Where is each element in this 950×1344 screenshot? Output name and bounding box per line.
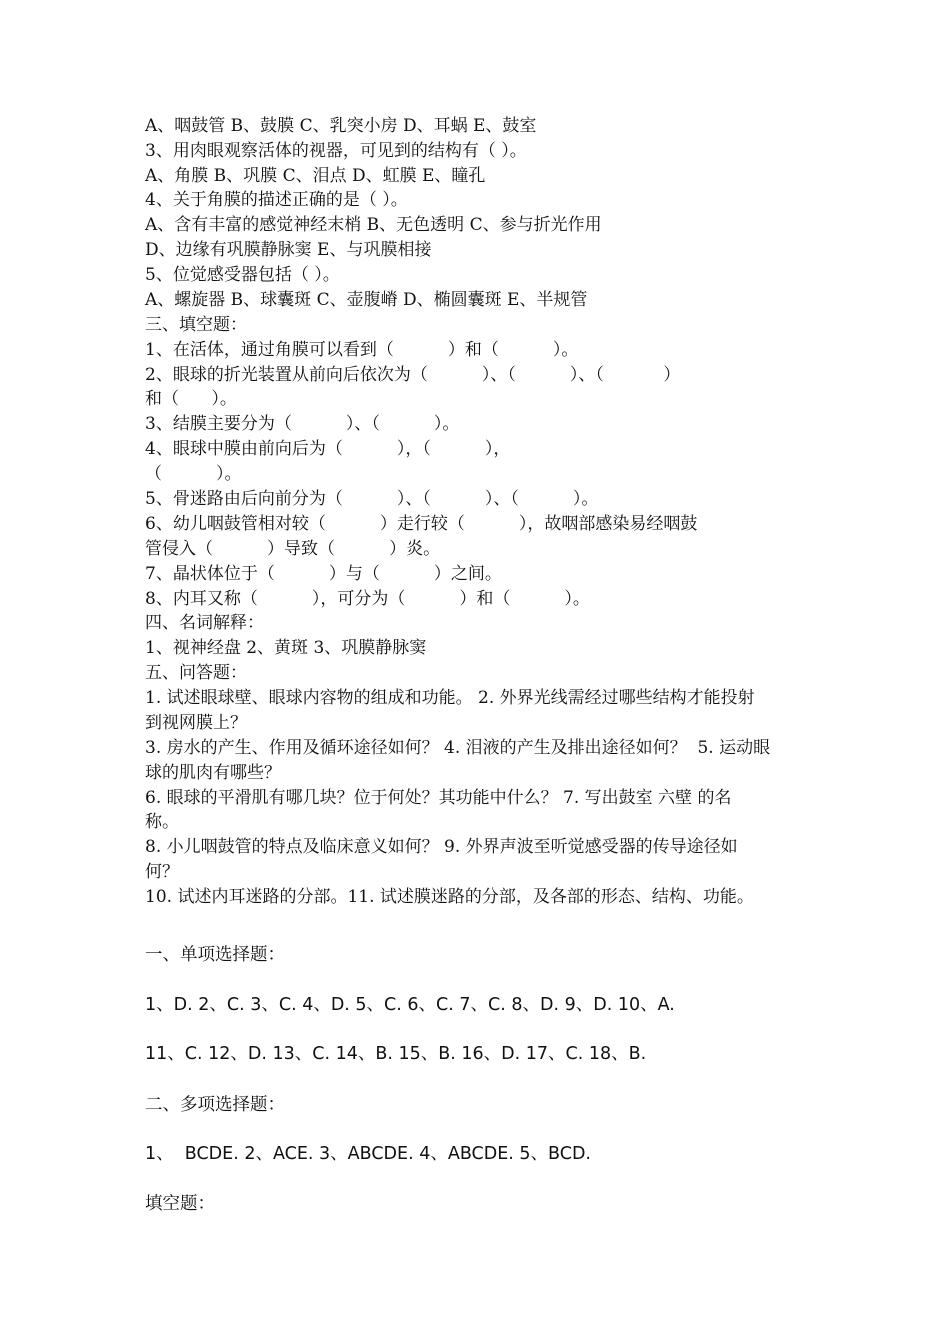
answers-multi-heading: 二、多项选择题： [145, 1095, 285, 1115]
text-line: 8、内耳又称（ ），可分为（ ）和（ ）。 [145, 589, 590, 609]
text-line: 称。 [145, 812, 179, 832]
answers-multi-line: 1、 BCDE. 2、ACE. 3、ABCDE. 4、ABCDE. 5、BCD. [145, 1144, 591, 1164]
text-line: 6. 眼球的平滑肌有哪几块？位于何处？其功能中什么？ 7. 写出鼓室 六壁 的名 [145, 788, 732, 808]
text-line: 7、晶状体位于（ ）与（ ）之间。 [145, 564, 502, 584]
text-line: 3、结膜主要分为（ ）、（ ）。 [145, 414, 460, 434]
text-line: A、含有丰富的感觉神经末梢 B、无色透明 C、参与折光作用 [145, 215, 602, 235]
text-line: 10. 试述内耳迷路的分部。11. 试述膜迷路的分部，及各部的形态、结构、功能。 [145, 887, 754, 907]
text-line: A、角膜 B、巩膜 C、泪点 D、虹膜 E、瞳孔 [145, 166, 486, 186]
section-heading: 五、问答题： [145, 663, 247, 683]
text-line: 4、关于角膜的描述正确的是（ ）。 [145, 190, 408, 210]
text-line: 5、骨迷路由后向前分为（ ）、（ ）、（ ）。 [145, 489, 599, 509]
text-line: 1、视神经盘 2、黄斑 3、巩膜静脉窦 [145, 638, 427, 658]
text-line: 6、幼儿咽鼓管相对较（ ）走行较（ ），故咽部感染易经咽鼓 [145, 514, 698, 534]
text-line: 2、眼球的折光装置从前向后依次为（ ）、（ ）、（ ） [145, 365, 681, 385]
text-line: 3、用肉眼观察活体的视器，可见到的结构有（ ）。 [145, 141, 527, 161]
text-line: 8. 小儿咽鼓管的特点及临床意义如何？ 9. 外界声波至听觉感受器的传导途径如 [145, 837, 738, 857]
text-line: 何？ [145, 862, 179, 882]
text-line: 1、在活体，通过角膜可以看到（ ）和（ ）。 [145, 340, 579, 360]
text-line: 1. 试述眼球壁、眼球内容物的组成和功能。 2. 外界光线需经过哪些结构才能投射 [145, 688, 755, 708]
text-line: 管侵入（ ）导致（ ）炎。 [145, 539, 441, 559]
text-line: 球的肌肉有哪些？ [145, 763, 281, 783]
text-line: D、边缘有巩膜静脉窦 E、与巩膜相接 [145, 240, 432, 260]
text-line: 3. 房水的产生、作用及循环途径如何？ 4. 泪液的产生及排出途径如何？ 5. 运动眼 [145, 738, 771, 758]
text-line: 和（ ）。 [145, 389, 237, 409]
text-line: 到视网膜上？ [145, 713, 247, 733]
text-line: （ ）。 [145, 464, 242, 484]
answers-single-line: 11、C. 12、D. 13、C. 14、B. 15、B. 16、D. 17、C. 18、B. [145, 1044, 647, 1064]
answers-single-line: 1、D. 2、C. 3、C. 4、D. 5、C. 6、C. 7、C. 8、D. 9、D. 10、A. [145, 995, 675, 1015]
text-line: 5、位觉感受器包括（ ）。 [145, 265, 340, 285]
text-line: 4、眼球中膜由前向后为（ ），（ ）， [145, 439, 511, 459]
text-line: A、螺旋器 B、球囊斑 C、壶腹嵴 D、椭圆囊斑 E、半规管 [145, 290, 588, 310]
section-heading: 三、填空题： [145, 315, 247, 335]
text-line: A、咽鼓管 B、鼓膜 C、乳突小房 D、耳蜗 E、鼓室 [145, 116, 537, 136]
answers-single-heading: 一、单项选择题： [145, 945, 285, 965]
section-heading: 四、名词解释： [145, 613, 264, 633]
answers-fill-heading: 填空题： [145, 1194, 215, 1214]
